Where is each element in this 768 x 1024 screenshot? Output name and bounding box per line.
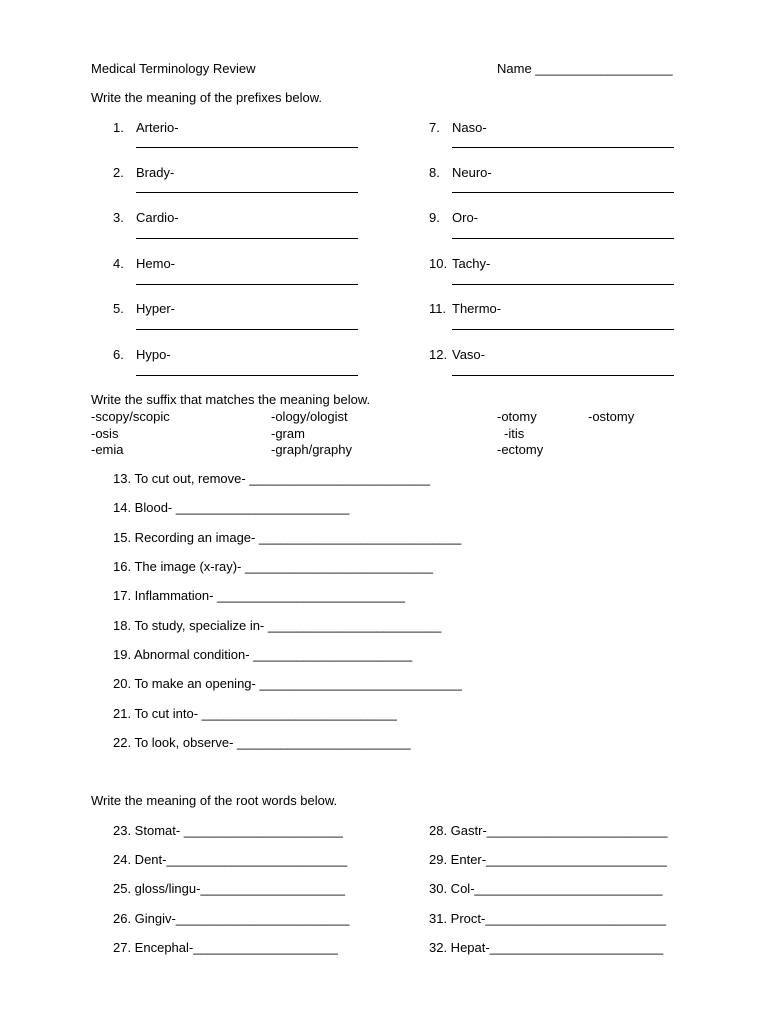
prefix-term: Hypo- — [136, 347, 171, 362]
prefix-term: Naso- — [452, 120, 487, 135]
answer-line — [136, 329, 358, 330]
suffix-question: 20. To make an opening- ____________________________ — [113, 676, 462, 691]
word-bank-item: -itis — [504, 426, 525, 441]
suffix-question: 17. Inflammation- __________________________ — [113, 588, 406, 603]
root-word-question: 31. Proct-_________________________ — [429, 911, 667, 926]
answer-line — [136, 284, 358, 285]
word-bank-item: -gram — [271, 426, 305, 441]
answer-line — [452, 329, 674, 330]
root-word-question: 25. gloss/lingu-____________________ — [113, 881, 346, 896]
name-field-label: Name ___________________ — [497, 61, 673, 76]
prefix-num: 4. — [113, 256, 124, 271]
word-bank-item: -ology/ologist — [271, 409, 348, 424]
word-bank-item: -emia — [91, 442, 124, 457]
prefix-term: Thermo- — [452, 301, 502, 316]
root-word-question: 32. Hepat-________________________ — [429, 940, 664, 955]
suffix-question: 22. To look, observe- ________________________ — [113, 735, 411, 750]
suffix-question: 13. To cut out, remove- _________________________ — [113, 471, 431, 486]
root-word-question: 27. Encephal-____________________ — [113, 940, 338, 955]
prefix-num: 10. — [429, 256, 448, 271]
answer-line — [452, 147, 674, 148]
answer-line — [452, 192, 674, 193]
suffix-question: 19. Abnormal condition- ______________________ — [113, 647, 413, 662]
suffix-question: 16. The image (x-ray)- __________________________ — [113, 559, 433, 574]
word-bank-item: -graph/graphy — [271, 442, 352, 457]
prefix-term: Arterio- — [136, 120, 179, 135]
word-bank-item: -scopy/scopic — [91, 409, 170, 424]
prefix-term: Brady- — [136, 165, 175, 180]
prefix-term: Hyper- — [136, 301, 176, 316]
section3-instruction: Write the meaning of the root words below. — [91, 793, 338, 808]
answer-line — [452, 238, 674, 239]
prefix-num: 8. — [429, 165, 440, 180]
prefix-num: 1. — [113, 120, 124, 135]
answer-line — [136, 192, 358, 193]
prefix-num: 2. — [113, 165, 124, 180]
answer-line — [452, 284, 674, 285]
prefix-num: 3. — [113, 210, 124, 225]
suffix-question: 18. To study, specialize in- ________________________ — [113, 618, 442, 633]
prefix-term: Hemo- — [136, 256, 176, 271]
root-word-question: 26. Gingiv-________________________ — [113, 911, 350, 926]
word-bank-item: -ectomy — [497, 442, 544, 457]
root-word-question: 29. Enter-_________________________ — [429, 852, 667, 867]
root-word-question: 23. Stomat- ______________________ — [113, 823, 343, 838]
suffix-question: 15. Recording an image- ____________________________ — [113, 530, 462, 545]
answer-line — [136, 375, 358, 376]
prefix-num: 12. — [429, 347, 448, 362]
answer-line — [136, 238, 358, 239]
prefix-term: Tachy- — [452, 256, 491, 271]
root-word-question: 24. Dent-_________________________ — [113, 852, 348, 867]
prefix-num: 7. — [429, 120, 440, 135]
word-bank-item: -osis — [91, 426, 119, 441]
answer-line — [452, 375, 674, 376]
suffix-question: 21. To cut into- ___________________________ — [113, 706, 397, 721]
page-title: Medical Terminology Review — [91, 61, 256, 76]
root-word-question: 28. Gastr-_________________________ — [429, 823, 668, 838]
root-word-question: 30. Col-__________________________ — [429, 881, 663, 896]
prefix-term: Oro- — [452, 210, 478, 225]
prefix-num: 9. — [429, 210, 440, 225]
prefix-num: 6. — [113, 347, 124, 362]
prefix-num: 5. — [113, 301, 124, 316]
section2-instruction: Write the suffix that matches the meaning below. — [91, 392, 371, 407]
prefix-term: Cardio- — [136, 210, 179, 225]
prefix-term: Vaso- — [452, 347, 485, 362]
prefix-term: Neuro- — [452, 165, 492, 180]
suffix-question: 14. Blood- ________________________ — [113, 500, 350, 515]
word-bank-item: -ostomy — [588, 409, 635, 424]
answer-line — [136, 147, 358, 148]
prefix-num: 11. — [429, 301, 447, 316]
section1-instruction: Write the meaning of the prefixes below. — [91, 90, 322, 105]
word-bank-item: -otomy — [497, 409, 537, 424]
